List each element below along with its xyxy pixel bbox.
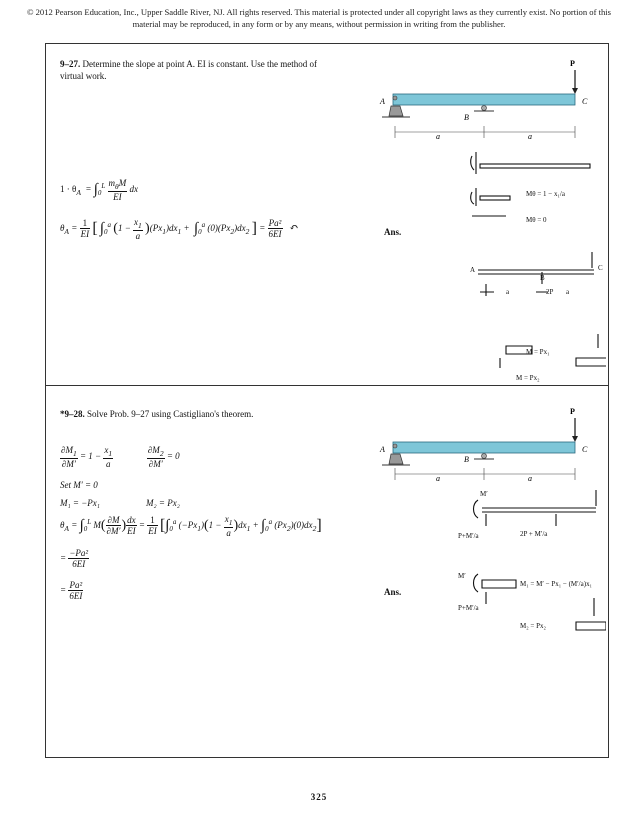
beam — [393, 442, 575, 453]
point-c-label: C — [582, 445, 588, 454]
roller-b — [482, 106, 487, 111]
problem-statement — [60, 408, 360, 420]
partial-derivatives: $\frac{\partial M_1}{\partial M'}$ = 1 − $\frac{x_1}{a}$ $\frac{\partial M_2}{\partial M'}$ = 0 — [61, 445, 180, 469]
svg-text:a: a — [566, 288, 570, 296]
problem-number: 9–27. — [60, 59, 81, 69]
problem-9-27-panel — [45, 43, 609, 386]
svg-text:M′: M′ — [458, 572, 466, 580]
svg-text:M = Px₁: M = Px₁ — [526, 348, 550, 356]
slope-equation: $\theta_A$ = $\frac{1}{EI}$ [ $\int_0^a$ (1 − $\frac{x_1}{a}$ )$(Px_1)dx_1 + \int_0^a$ $(0)(Px_2)dx_2$ ] = $\frac{\text{Pa²}}{6EI}$ ↶ — [60, 217, 299, 241]
castigliano-equation: $\theta_A = \int_0^L$ M( $\frac{\partial M}{\partial M'}$ ) $\frac{dx}{EI}$ = $\frac{1}{EI}$ [$\int_0^a$ $(-Px_1)(1$ − $\frac{x_1}{a}$ )$dx_1 + \int_0^a$ $(Px_2)(0)dx_2$] — [60, 514, 322, 538]
pin-support-a — [389, 106, 403, 116]
load-arrowhead — [572, 88, 578, 94]
moment-m1: M₁ = −Px₁ — [60, 498, 100, 508]
svg-text:P+M′/a: P+M′/a — [458, 532, 479, 540]
moment-sketch-1 — [471, 152, 476, 174]
point-a-label: A — [380, 97, 385, 106]
problem-text: Solve Prob. 9–27 using Castigliano's theorem. — [87, 409, 254, 419]
problem-9-28-panel — [45, 385, 609, 758]
result2-numerator: Pa² — [69, 580, 83, 590]
handwritten-free-body-diagrams — [456, 486, 606, 746]
svg-text:A: A — [470, 266, 476, 274]
answer-label: Ans. — [384, 587, 402, 597]
page-number: 325 — [310, 792, 328, 802]
svg-text:C: C — [598, 264, 603, 272]
copyright-notice: © 2012 Pearson Education, Inc., Upper Saddle River, NJ. All rights reserved. This material is protected under all copyright laws as they currently exist. No portion of this material may be reproduced, in any form or by any means, without permission in writing from the publisher. — [26, 7, 612, 29]
answer-label: Ans. — [384, 227, 402, 237]
beam-diagram — [376, 402, 604, 482]
result1-numerator: −Pa² — [69, 548, 89, 558]
pin — [393, 96, 397, 100]
eq1-lhs: 1 · θ — [60, 183, 77, 194]
result2-denominator: 6EI — [69, 591, 83, 601]
beam-diagram — [376, 52, 604, 142]
svg-text:2P + M′/a: 2P + M′/a — [520, 530, 548, 538]
result-denominator: 6EI — [268, 229, 282, 240]
svg-text:M′: M′ — [480, 490, 488, 498]
result1-denominator: 6EI — [72, 559, 86, 569]
set-m-prime: Set M′ = 0 — [60, 480, 98, 490]
beam-sketch-1 — [480, 164, 590, 168]
point-b-label: B — [464, 113, 469, 122]
svg-text:2P: 2P — [546, 288, 554, 296]
section-sketch-1 — [480, 196, 510, 200]
eq1-sub: A — [76, 187, 81, 197]
point-a-label: A — [380, 445, 385, 454]
load-label-p: P — [570, 407, 575, 416]
point-b-label: B — [464, 455, 469, 464]
result-1: = $\frac{\text{−Pa²}}{6EI}$ — [60, 548, 89, 569]
pin-support-a — [389, 454, 403, 464]
handwritten-free-body-diagrams — [466, 144, 606, 382]
dimension-a1: a — [436, 132, 440, 141]
section-sketch-2 — [576, 598, 606, 630]
svg-text:M₁ = M′ − Px₁ − (M′/a)x₁: M₁ = M′ − Px₁ − (M′/a)x₁ — [520, 580, 593, 588]
problem-statement — [60, 58, 340, 82]
svg-text:a: a — [506, 288, 510, 296]
svg-text:P+M′/a: P+M′/a — [458, 604, 479, 612]
beam — [393, 94, 575, 105]
result-2: = $\frac{\text{Pa²}}{6EI}$ — [60, 580, 83, 601]
svg-text:Mθ = 1 − x₁/a: Mθ = 1 − x₁/a — [526, 190, 565, 198]
svg-text:M₂ = Px₂: M₂ = Px₂ — [520, 622, 546, 630]
virtual-work-equation: $1 \cdot \theta_A = \int_0^L$ $\frac{m_\theta M}{EI}$ dx — [60, 178, 138, 202]
load-arrowhead — [572, 436, 578, 442]
beam-sketch-2 — [478, 270, 594, 274]
moment-m2: M₂ = Px₂ — [146, 498, 180, 508]
dimension-a2: a — [528, 132, 532, 141]
svg-text:B: B — [540, 274, 545, 282]
svg-text:Mθ = 0: Mθ = 0 — [526, 216, 547, 224]
point-c-label: C — [582, 97, 588, 106]
clockwise-arrow-icon: ↶ — [289, 221, 299, 234]
dimension-a1: a — [436, 474, 440, 482]
problem-number: *9–28. — [60, 409, 85, 419]
svg-text:M = Px₂: M = Px₂ — [516, 374, 540, 382]
problem-text: Determine the slope at point A. EI is constant. Use the method of virtual work. — [60, 59, 317, 81]
section-sketch-1 — [482, 580, 516, 588]
result-numerator: Pa² — [268, 218, 282, 229]
roller-b — [482, 454, 487, 459]
beam-sketch-1 — [482, 508, 596, 512]
dimension-a2: a — [528, 474, 532, 482]
load-label-p: P — [570, 59, 575, 68]
